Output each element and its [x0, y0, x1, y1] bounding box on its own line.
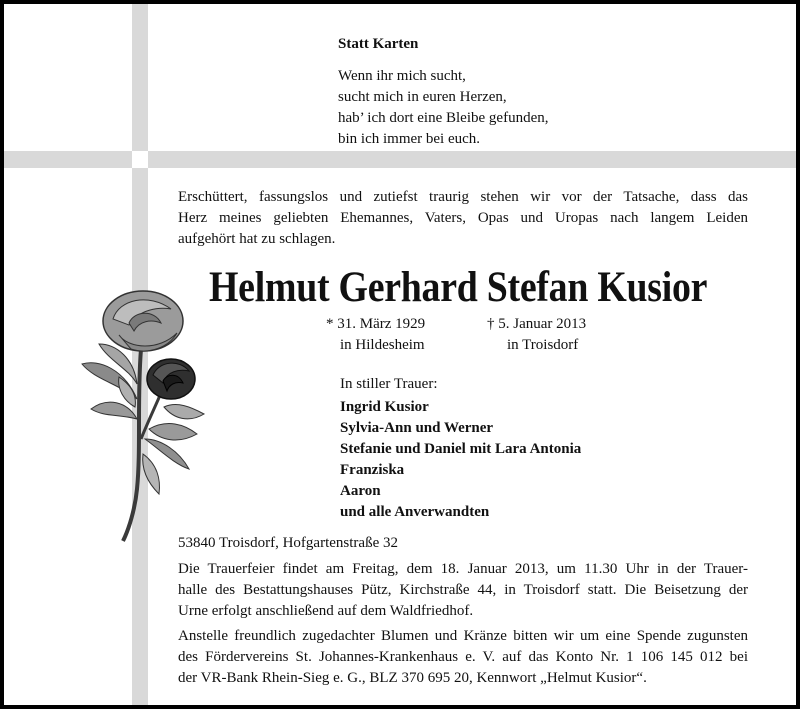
donation-line: des Fördervereins St. Johannes-Krankenhaus e. V. auf das Konto Nr. 1 106 145 012 bei — [178, 649, 748, 665]
intro-paragraph — [178, 187, 748, 250]
mourner-name: Ingrid Kusior — [340, 399, 429, 415]
death-info — [487, 314, 586, 356]
rose-illustration — [79, 289, 219, 544]
funeral-line: halle des Bestattungshauses Pütz, Kirchstraße 44, in Troisdorf statt. Die Beisetzung der — [178, 582, 748, 598]
intro-line: aufgehört hat zu schlagen. — [178, 231, 336, 247]
mourner-name: Aaron — [340, 483, 381, 499]
mourner-name: Sylvia-Ann und Werner — [340, 420, 494, 436]
mourner-name: Stefanie und Daniel mit Lara Antonia — [340, 441, 582, 457]
birth-info — [326, 314, 425, 356]
donation-paragraph — [178, 626, 748, 689]
poem-line: bin ich immer bei euch. — [338, 131, 481, 147]
funeral-paragraph — [178, 559, 748, 622]
deceased-name: Helmut Gerhard Stefan Kusior — [209, 264, 708, 311]
birth-place: in Hildesheim — [340, 337, 425, 353]
funeral-line: Die Trauerfeier findet am Freitag, dem 18. Januar 2013, um 11.30 Uhr in der Trauer- — [178, 561, 748, 577]
mourner-name: Franziska — [340, 462, 405, 478]
poem — [338, 66, 548, 150]
cross-horizontal-bar — [4, 151, 796, 168]
intro-line: Erschüttert, fassungslos und zutiefst traurig stehen wir vor der Tatsache, dass das — [178, 189, 748, 205]
donation-line: der VR-Bank Rhein-Sieg e. G., BLZ 370 695 20, Kennwort „Helmut Kusior“. — [178, 670, 647, 686]
poem-line: hab’ ich dort eine Bleibe gefunden, — [338, 110, 549, 126]
mourners-list — [340, 397, 581, 523]
birth-date: * 31. März 1929 — [326, 316, 426, 332]
poem-line: Wenn ihr mich sucht, — [338, 68, 466, 84]
poem-line: sucht mich in euren Herzen, — [338, 89, 507, 105]
cross-intersection — [132, 151, 148, 168]
death-date: † 5. Januar 2013 — [487, 316, 587, 332]
mourning-heading: In stiller Trauer: — [340, 376, 438, 392]
donation-line: Anstelle freundlich zugedachter Blumen und Kränze bitten wir um eine Spende zugunsten — [178, 628, 748, 644]
mourner-name: und alle Anverwandten — [340, 504, 490, 520]
funeral-line: Urne erfolgt anschließend auf dem Waldfriedhof. — [178, 603, 474, 619]
intro-line: Herz meines geliebten Ehemannes, Vaters, Opas und Uropas nach langem Leiden — [178, 210, 748, 226]
death-place: in Troisdorf — [507, 337, 579, 353]
statt-karten-label: Statt Karten — [338, 36, 419, 52]
family-address: 53840 Troisdorf, Hofgartenstraße 32 — [178, 535, 398, 551]
